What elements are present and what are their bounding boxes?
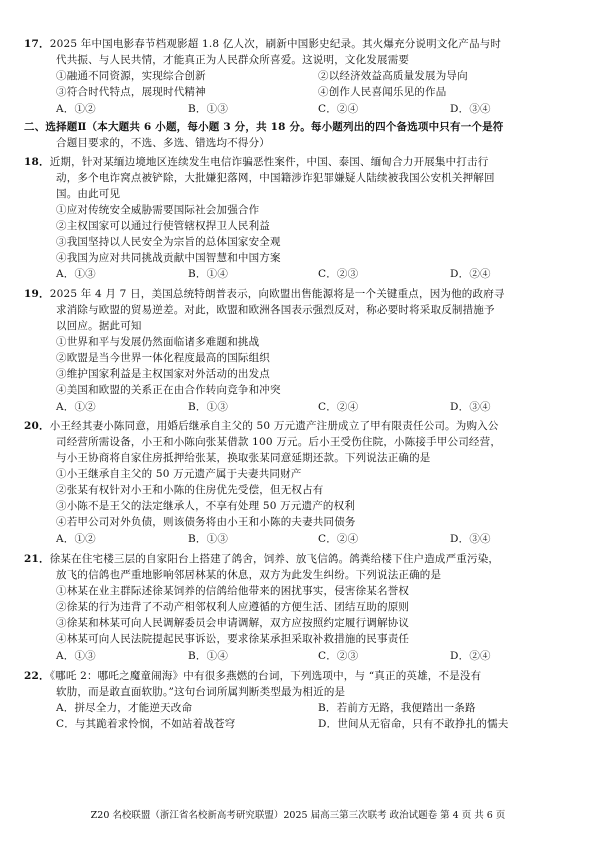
q19-option-1: ①世界和平与发展仍然面临诸多难题和挑战 (56, 336, 260, 348)
q21-option-4: ④林某可向人民法院提起民事诉讼，要求徐某承担采取补救措施的民事责任 (56, 633, 410, 645)
question-22-stem-line-1: 22．《哪吒 2：哪吒之魔童闹海》中有很多燕燃的台词，下列选项中，与 “真正的英雄，不是没有 (24, 670, 482, 682)
q18-option-1: ①应对传统安全威胁需要国际社会加强合作 (56, 204, 260, 216)
q18-option-3: ③我国坚持以人民安全为宗旨的总体国家安全观 (56, 236, 281, 248)
page-footer: Z20 名校联盟（浙江省名校新高考研究联盟）2025 届高三第三次联考 政治试题卷 第 4 页 共 6 页 (90, 810, 506, 821)
question-20-stem-line-1: 20．小王经其妻小陈同意，用婚后继承自主父的 50 万元遗产注册成立了甲有限责任公司。为购入公 (24, 420, 499, 432)
question-17-number: 17． (24, 38, 50, 50)
q18-option-2: ②主权国家可以通过行使管辖权捍卫人民利益 (56, 220, 270, 232)
q18-choice-c: C．②③ (318, 268, 359, 280)
question-17-stem-line-2: 代共振、与人民共情，才能真正为人民群众所喜爱。这说明，文化发展需要 (56, 54, 410, 66)
q19-choice-d: D．③④ (450, 401, 491, 413)
q20-choice-a: A．①② (56, 533, 96, 545)
q21-choice-d: D．②④ (450, 650, 491, 662)
question-21-stem-line-1: 21．徐某在住宅楼三层的自家阳台上搭建了鸽舍，饲养、放飞信鸽。鸽粪给楼下住户造成严重污染， (24, 553, 500, 565)
q17-option-1: ①融通不同资源，实现综合创新 (56, 70, 206, 82)
question-19-stem-line-1: 19．2025 年 4 月 7 日，美国总统特朗普表示，向欧盟出售能源将是一个关键重点，因为他的政府寻 (24, 288, 505, 300)
question-18-stem-line-3: 国。由此可见 (56, 188, 121, 200)
q20-option-3: ③小陈不是王父的法定继承人，不享有处理 50 万元遗产的权利 (56, 500, 356, 512)
q21-choice-b: B．①④ (188, 650, 229, 662)
q18-choice-b: B．①④ (188, 268, 229, 280)
q19-choice-c: C．②④ (318, 401, 359, 413)
question-21-stem-line-2: 放飞的信鸽也严重地影响邻居林某的休息，双方为此发生纠纷。下列说法正确的是 (56, 569, 442, 581)
q18-choice-a: A．①③ (56, 268, 96, 280)
q21-choice-c: C．②③ (318, 650, 359, 662)
q17-choice-a: A．①② (56, 103, 96, 115)
question-17-stem-line-1: 17．2025 年中国电影春节档观影超 1.8 亿人次，刷新中国影史纪录。其火爆充分说明文化产品与时 (24, 38, 502, 50)
q22-choice-d: D．世间从无宿命，只有不敢挣扎的懦夫 (318, 718, 509, 730)
q17-option-4: ④创作人民喜闻乐见的作品 (318, 86, 447, 98)
q18-choice-d: D．②④ (450, 268, 491, 280)
q19-choice-a: A．①② (56, 401, 96, 413)
q19-option-2: ②欧盟是当今世界一体化程度最高的国际组织 (56, 352, 270, 364)
q21-option-1: ①林某在业主群际述徐某饲养的信鸽给他带来的困扰事实，侵害徐某名誉权 (56, 585, 410, 597)
q19-option-4: ④美国和欧盟的关系正在由合作转向竞争和冲突 (56, 384, 281, 396)
q20-choice-b: B．①③ (188, 533, 229, 545)
q17-choice-b: B．①③ (188, 103, 229, 115)
section-2-title: 二、选择题Ⅱ（本大题共 6 小题，每小题 3 分，共 18 分。每小题列出的四个备选项中只有一个是符 (24, 121, 504, 133)
q22-choice-a: A．拼尽全力，才能逆天改命 (56, 702, 193, 714)
q17-option-3: ③符合时代特点，展现时代精神 (56, 86, 206, 98)
question-18-stem-line-1: 18．近期，针对某缅边境地区连续发生电信诈骗恶性案件，中国、泰国、缅甸合力开展集中打击行 (24, 156, 489, 168)
question-18-stem-line-2: 动，多个电诈窝点被铲除，大批嫌犯落网，中国籍涉诈犯罪嫌疑人陆续被我国公安机关押解回 (56, 172, 495, 184)
q20-choice-d: D．③④ (450, 533, 491, 545)
q22-choice-c: C．与其跪着求怜悯，不如站着战苍穹 (56, 718, 236, 730)
question-19-number: 19． (24, 288, 50, 300)
q17-choice-c: C．②④ (318, 103, 359, 115)
section-2-title-cont: 合题目要求的，不选、多选、错选均不得分） (56, 137, 270, 149)
q17-choice-d: D．③④ (450, 103, 491, 115)
q17-option-2: ②以经济效益高质量发展为导向 (318, 70, 468, 82)
question-18-number: 18． (24, 156, 50, 168)
q20-option-1: ①小王继承自主父的 50 万元遗产属于夫妻共同财产 (56, 468, 302, 480)
question-20-number: 20． (24, 420, 50, 432)
question-20-stem-line-2: 司经营所需设备，小王和小陈向张某借款 100 万元。后小王受伤住院，小陈接手甲公司经营， (56, 436, 502, 448)
q20-choice-c: C．②④ (318, 533, 359, 545)
q20-option-2: ②张某有权针对小王和小陈的住房优先受偿，但无权占有 (56, 484, 324, 496)
question-19-stem-line-3: 以回应。据此可知 (56, 320, 142, 332)
question-19-stem-line-2: 求消除与欧盟的贸易逆差。对此，欧盟和欧洲各国表示强烈反对，称必要时将采取反制措施予 (56, 304, 495, 316)
q19-option-3: ③维护国家利益是主权国家对外活动的出发点 (56, 368, 270, 380)
q21-option-3: ③徐某和林某可向人民调解委员会申请调解，双方应按照约定履行调解协议 (56, 617, 410, 629)
question-21-number: 21． (24, 553, 50, 565)
q22-choice-b: B．若前方无路，我便踏出一条路 (318, 702, 476, 714)
q18-option-4: ④我国为应对共同挑战贡献中国智慧和中国方案 (56, 252, 281, 264)
question-20-stem-line-3: 与小王协商将自家住房抵押给张某，换取张某同意延期还款。下列说法正确的是 (56, 452, 431, 464)
question-22-number: 22． (24, 670, 50, 682)
q21-choice-a: A．①③ (56, 650, 96, 662)
q20-option-4: ④若甲公司对外负债，则该债务将由小王和小陈的夫妻共同债务 (56, 516, 356, 528)
question-22-stem-line-2: 软肋，而是敢直面软肋。”这句台词所属判断类型最为相近的是 (56, 686, 346, 698)
q21-option-2: ②徐某的行为违背了不动产相邻权利人应遵循的方便生活、团结互助的原则 (56, 601, 410, 613)
q19-choice-b: B．①③ (188, 401, 229, 413)
